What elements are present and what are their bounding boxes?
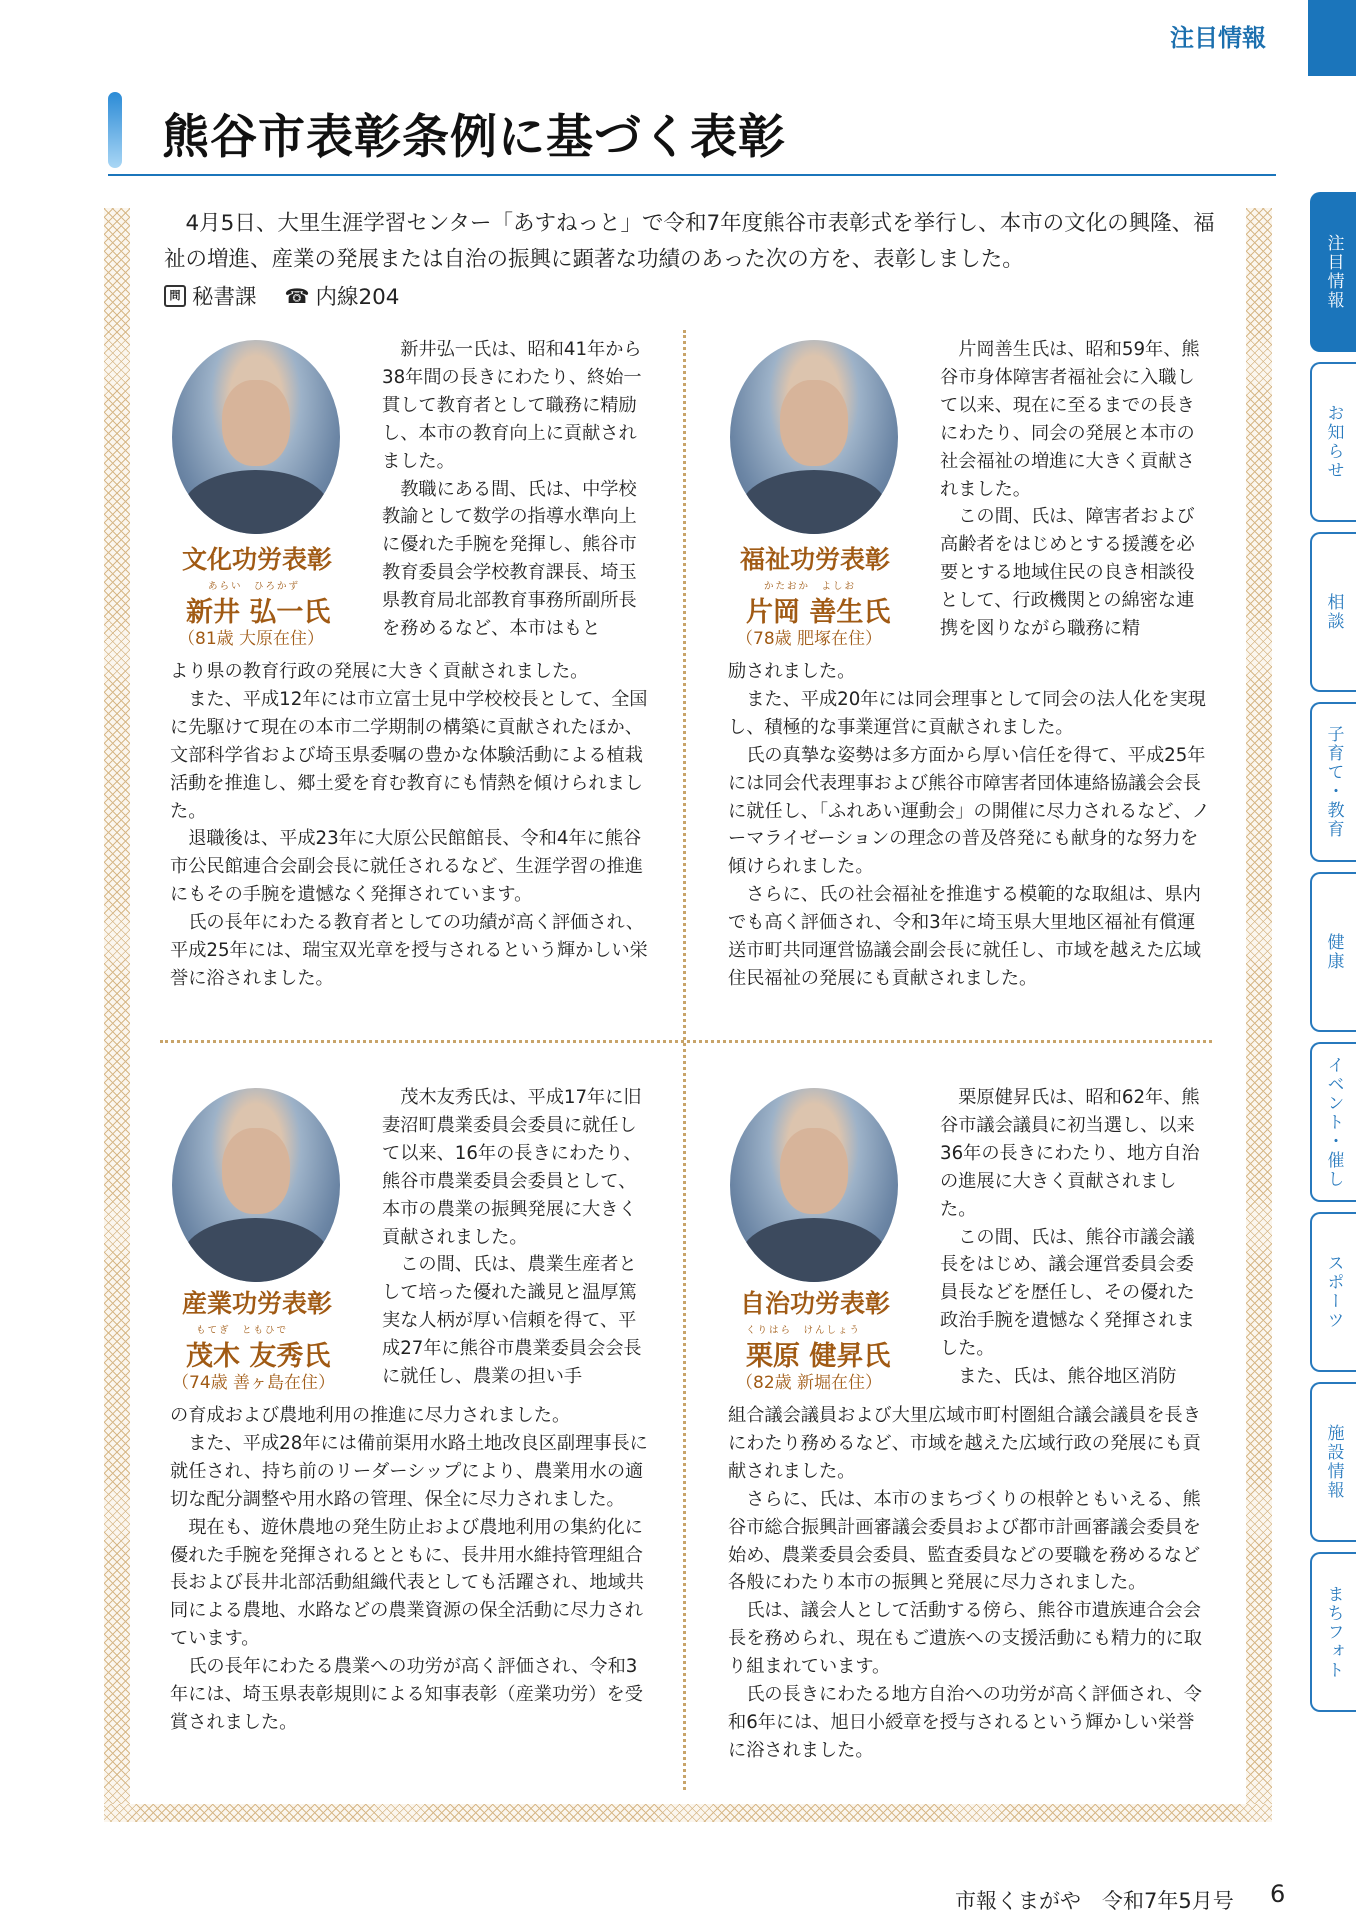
portrait-photo [172,1088,340,1282]
portrait-photo [172,340,340,534]
tab-machiphoto[interactable]: まちフォト [1310,1552,1356,1712]
column-divider [683,330,686,1790]
award-body-top: 新井弘一氏は、昭和41年から38年間の長きにわたり、終始一貫して教育者として職務に精励し、本市の教育向上に貢献されました。 教職にある間、氏は、中学校教諭として数学の指導水準向上に優れた手腕を発揮し、熊谷市教育委員会学校教育課長、埼玉県教育局北部教育事務所副所長を務めるなど、本市はもと [382,339,642,640]
decorative-border-left [104,208,130,1820]
award-body-top: 片岡善生氏は、昭和59年、熊谷市身体障害者福祉会に入職して以来、現在に至るまでの長きにわたり、同会の発展と本市の社会福祉の増進に大きく貢献されました。 この間、氏は、障害者および高齢者をはじめとする援護を必要とする地域住民の良き相談役として、行政機関との綿密な連携を図りながら職務に精 [940,339,1200,640]
name-ruby: あらい ひろかず [208,581,301,592]
title-accent-bar [108,92,122,168]
publication-name: 市報くまがや 令和7年5月号 [955,1889,1234,1913]
intro-text: 4月5日、大里生涯学習センター「あすねっと」で令和7年度熊谷市表彰式を挙行し、本市の文化の興隆、福祉の増進、産業の発展または自治の振興に顕著な功績のあった次の方を、表彰しました。 [164,211,1215,272]
decorative-border-bottom [104,1804,1272,1822]
tab-kenko[interactable]: 健康 [1310,872,1356,1032]
award-body-top: 茂木友秀氏は、平成17年に旧妻沼町農業委員会委員に就任して以来、16年の長きにわたり、熊谷市農業委員会委員として、本市の農業の振興発展に大きく貢献されました。 この間、氏は、農業生産者として培った優れた識見と温厚篤実な人柄が厚い信頼を得て、平成27年に熊谷市農業委員会会長に就任し、農業の担い手 [382,1087,642,1388]
decorative-border-right [1246,208,1272,1820]
section-color-bar [1308,0,1356,76]
award-name: 栗原 健昇氏 [746,1341,891,1372]
section-label: 注目情報 [1170,24,1266,52]
title-underline [108,174,1276,176]
award-body-bottom: 励されました。 また、平成20年には同会理事として同会の法人化を実現し、積極的な事業運営に貢献されました。 氏の真摯な姿勢は多方面から厚い信任を得て、平成25年には同会代表理事および熊谷市障害者団体連絡協議会会長に就任し、「ふれあい運動会」の開催に尽力されるなど、ノーマライゼーションの理念の普及啓発にも献身的な努力を傾けられました。 さらに、氏の社会福祉を推進する模範的な取組は、県内でも高く評価され、令和3年に埼玉県大里地区福祉有償運送市町共同運営協議会副会長に就任し、市域を越えた広域住民福祉の発展にも貢献されました。 [728,661,1210,989]
tab-kosodate[interactable]: 子育て・教育 [1310,702,1356,862]
name-ruby: くりはら けんしょう [746,1325,862,1336]
tab-sports[interactable]: スポーツ [1310,1212,1356,1372]
award-name: 新井 弘一氏 [186,597,331,628]
award-name: 片岡 善生氏 [746,597,891,628]
award-age: （81歳 大原在住） [178,629,325,649]
award-type: 産業功労表彰 [182,1289,333,1318]
tab-chumoku[interactable]: 注目情報 [1310,192,1356,352]
award-body-bottom: より県の教育行政の発展に大きく貢献されました。 また、平成12年には市立富士見中学校校長として、全国に先駆けて現在の本市二学期制の構築に貢献されたほか、文部科学省および埼玉県委嘱の豊かな体験活動による植栽活動を推進し、郷土愛を育む教育にも情熱を傾けられました。 退職後は、平成23年に大原公民館館長、令和4年に熊谷市公民館連合会副会長に就任されるなど、生涯学習の推進にもその手腕を遺憾なく発揮されています。 氏の長年にわたる教育者としての功績が高く評価され、平成25年には、瑞宝双光章を授与されるという輝かしい栄誉に浴されました。 [170,661,648,989]
award-age: （82歳 新堀在住） [736,1373,883,1393]
award-type: 福祉功労表彰 [740,545,891,574]
name-ruby: もてぎ ともひで [196,1325,289,1336]
page-title: 熊谷市表彰条例に基づく表彰 [162,110,786,165]
award-body-bottom: 組合議会議員および大里広域市町村圏組合議会議員を長きにわたり務めるなど、市域を越えた広域行政の発展にも貢献されました。 さらに、氏は、本市のまちづくりの根幹ともいえる、熊谷市総合振興計画審議会委員および都市計画審議会委員を始め、農業委員会委員、監査委員などの要職を務めるなど各般にわたり本市の振興と発展に尽力されました。 氏は、議会人として活動する傍ら、熊谷市遺族連合会会長を務められ、現在もご遺族への支援活動にも精力的に取り組まれています。 氏の長きにわたる地方自治への功労が高く評価され、令和6年には、旭日小綬章を授与されるという輝かしい栄誉に浴されました。 [728,1405,1202,1761]
tab-sodan[interactable]: 相談 [1310,532,1356,692]
award-body-top: 栗原健昇氏は、昭和62年、熊谷市議会議員に初当選し、以来36年の長きにわたり、地方自治の進展に大きく貢献されました。 この間、氏は、熊谷市議会議長をはじめ、議会運営委員会委員長などを歴任し、その優れた政治手腕を遺憾なく発揮されました。 また、氏は、熊谷地区消防 [940,1087,1200,1388]
contact-line [164,280,399,311]
portrait-photo [730,340,898,534]
tab-oshirase[interactable]: お知らせ [1310,362,1356,522]
award-type: 自治功労表彰 [740,1289,891,1318]
award-name: 茂木 友秀氏 [186,1341,331,1372]
page-number: 6 [1270,1880,1286,1908]
name-ruby: かたおか よしお [764,581,857,592]
award-age: （74歳 善ヶ島在住） [172,1373,336,1393]
portrait-photo [730,1088,898,1282]
inquiry-icon: 問 [164,285,186,307]
award-age: （78歳 肥塚在住） [736,629,883,649]
tab-event[interactable]: イベント・催し [1310,1042,1356,1202]
tab-shisetsu[interactable]: 施設情報 [1310,1382,1356,1542]
award-body-bottom: の育成および農地利用の推進に尽力されました。 また、平成28年には備前渠用水路土地改良区副理事長に就任され、持ち前のリーダーシップにより、農業用水の適切な配分調整や用水路の管理、保全に尽力されました。 現在も、遊休農地の発生防止および農地利用の集約化に優れた手腕を発揮されるとともに、長井用水維持管理組合長および長井北部活動組織代表としても活躍され、地域共同による農地、水路などの農業資源の保全活動に尽力されています。 氏の長年にわたる農業への功労が高く評価され、令和3年には、埼玉県表彰規則による知事表彰（産業功労）を受賞されました。 [170,1405,648,1733]
extension: 内線204 [315,285,400,310]
award-type: 文化功労表彰 [182,545,333,574]
phone-icon: ☎ [284,283,310,308]
row-divider [160,1040,1212,1043]
dept-name: 秘書課 [192,285,257,310]
